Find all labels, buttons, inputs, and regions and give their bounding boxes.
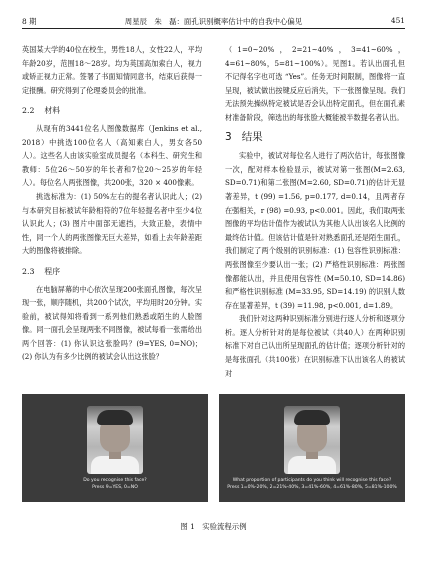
participants-paragraph: 英国某大学的40位在校生，男性18人，女性22人，平均年龄20岁，范围18～28岁。均为英国高加索白人，视力或矫正视力正常。签署了书面知情同意书，结束后获得一定报酬。研究得到了伦理委员会的批准。 [22, 45, 202, 95]
procedure-paragraph: 在电脑屏幕的中心依次呈现200张面孔图像，每次呈现一张，顺序随机，共200个试次，平均用时20分钟。实验前，被试得知将看到一系列他们熟悉或陌生的人脸图像。同一面孔会呈现两张不同图像，被试每看一张需给出两个回答：(1) 你认识这张脸吗？(9=YES, 0=NO)；(2) 你认为有多少比例的被试会认出这张脸？ [22, 284, 202, 362]
recognition-keys: Press 9=YES, 0=NO [92, 485, 138, 490]
page-number: 451 [390, 16, 405, 25]
analysis-paragraph: 我们针对这两种识别标准分别进行逐人分析和逐项分析。逐人分析针对的是每位被试（共40人）在两种识别标准下对自己认出所呈现面孔的估计值；逐项分析针对的是每张面孔（共100张）在识别标准下认出该名人的被试对 [225, 314, 405, 378]
proportion-question-screen [219, 394, 405, 502]
figure-caption: 图 1 实验流程示例 [180, 522, 247, 531]
materials-paragraph: 从现有的3441位名人图像数据库（Jenkins et al., 2018）中挑选100位名人（高知素白人，男女各50人）。这些名人由该实验室成员提名（本科生、研究生和教师：5位26～50岁的年长者和7位20～25岁的年轻人）。每位名人两张图像，共200张，320 × 400像素。 [22, 123, 202, 188]
procedure-continued-paragraph: （1=0~20%，2=21~40%，3=41~60%，4=61~80%，5=81~100%）。见图1。若认出面孔但不记得名字也可选 “Yes”。任务无时间限制，图像将一直呈现，被试做出按键反应后消失，下一张图像呈现。我们无法预先操纵特定被试是否会认出特定面孔，但在面孔素材准备阶段，筛选出的每张脸大概能被半数提名者认出。 [225, 45, 405, 122]
criteria-paragraph: 挑选标准为：(1) 50%左右的提名者认识此人；(2) 与本研究目标被试年龄相符的7位年轻提名者中至少4位认识此人；(3) 图片中面部无遮挡，大致正脸，表情中性，同一个人的两张图像无巨大差异，如看上去年龄差距大的图像将被排除。 [22, 191, 202, 256]
right-column [225, 43, 405, 380]
left-column [22, 43, 202, 364]
results-paragraph: 实验中，被试对每位名人进行了两次估计，每张图像一次，配对样本检验显示，被试对第一张图(M=2.63, SD=0.71)和第二张图(M=2.60, SD=0.71)的估计无显著差异，t (99) =1.56, p=0.177, d=0.14，且两者存在强相关，r (98) =0.93, p<0.001。因此，我们取两张图像的平均估计值作为被试认为其他人认出该名人比例的最终估计值。但该估计值是针对熟悉面孔还是陌生面孔，我们制定了两个级别的识别标准：(1) 包容性识别标准：两张图像至少要认出一张；(2) 严格性识别标准：两张图像都能认出，并且使用包容性 (M=50.10, SD=14.86) 和严格性识别标准 (M=33.95, SD=14.19) 的识别人数存在显著差异，t (39) =11.98, p<0.001, d=1.89。 [225, 151, 405, 310]
running-title: 周星辰 朱 磊：面孔识别概率估计中的自我中心偏见 [124, 17, 303, 26]
section-heading-results: 3 结果 [225, 130, 263, 143]
section-heading-materials: 2.2 材料 [22, 106, 60, 116]
proportion-keys: Press 1=0%-20%, 2=21%-40%, 3=41%-60%, 4=61%-80%, 5=81%-100% [227, 485, 397, 490]
issue-number: 8 期 [22, 17, 37, 26]
celebrity-face-image [87, 406, 143, 474]
proportion-prompt: What proportion of participants do you think will recognise this face? [232, 478, 392, 483]
section-heading-procedure: 2.3 程序 [22, 266, 60, 276]
celebrity-face-image [284, 406, 340, 474]
running-header [22, 16, 405, 29]
recognition-prompt: Do you recognise this face? [83, 478, 147, 483]
recognition-question-screen [22, 394, 208, 502]
